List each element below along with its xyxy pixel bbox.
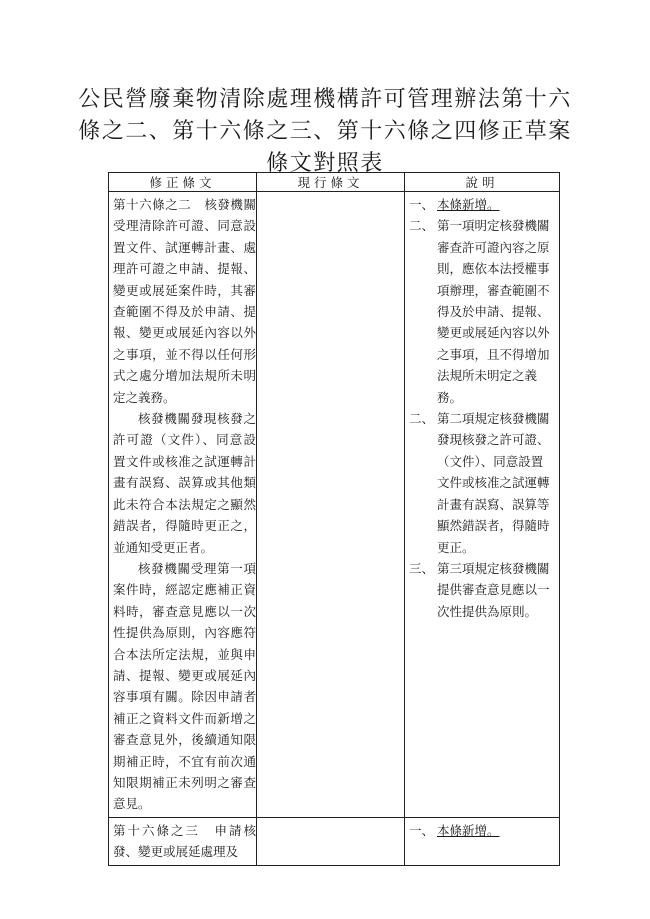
current-article-cell xyxy=(257,192,405,818)
amended-article-cell xyxy=(109,192,257,818)
explanation-text: 本條新增。 xyxy=(437,822,500,838)
article-16-2-paragraph-2: 核發機關發現核發之許可證（文件）、同意設置文件或核准之試運轉計畫有誤寫、誤算或其他類此未符合本法規定之顯然錯誤者，得隨時更正之，並通知受更正者。 xyxy=(113,411,256,555)
article-16-2-paragraph-1: 第十六條之二 核發機關受理清除許可證、同意設置文件、試運轉計畫、處理許可證之申請、提報、變更或展延案件時，其審查範圍不得及於申請、提報、變更或展延內容以外之事項，並不得以任何形式之處分增加法規所未明定之義務。 xyxy=(113,197,256,405)
header-amended-articles: 修正條文 xyxy=(109,173,257,192)
explanation-number: 一、 xyxy=(409,197,435,212)
comparison-table xyxy=(108,172,560,866)
document-title-line-2: 條之二、第十六條之三、第十六條之四修正草案 xyxy=(78,119,572,144)
explanation-number: 二、 xyxy=(409,411,435,427)
explanation-text: 第一項明定核發機關審查許可證內容之原則，應依本法授權事項辦理，審查範圍不得及於申請、提報、變更或展延內容以外之事項，且不得增加法規所未明定之義務。 xyxy=(437,218,550,405)
explanation-item xyxy=(409,215,559,408)
explanation-text: 第三項規定核發機關提供審查意見應以一次性提供為原則。 xyxy=(437,560,550,619)
explanation-item xyxy=(409,820,559,841)
explanation-number: 二、 xyxy=(409,218,435,234)
explanation-number: 一、 xyxy=(409,822,435,838)
article-16-3-paragraph-1: 第十六條之三 申請核發、變更或展延處理及 xyxy=(113,822,256,860)
document-title-line-3: 條文對照表 xyxy=(266,151,384,176)
explanation-number: 三、 xyxy=(409,560,435,576)
amended-article-cell xyxy=(109,817,257,865)
current-article-cell xyxy=(257,817,405,865)
explanation-item xyxy=(409,558,559,622)
explanation-cell xyxy=(405,817,560,865)
explanation-text: 第二項規定核發機關發現核發之許可證、（文件）、同意設置文件或核准之試運轉計畫有誤寫、誤算等顯然錯誤者，得隨時更正。 xyxy=(437,411,550,555)
header-explanation: 說明 xyxy=(405,173,560,192)
document-title-line-1: 公民營廢棄物清除處理機構許可管理辦法第十六 xyxy=(78,87,572,112)
explanation-item xyxy=(409,194,559,215)
table-header-row xyxy=(109,173,560,192)
header-current-articles: 現行條文 xyxy=(257,173,405,192)
explanation-item xyxy=(409,408,559,558)
table-row xyxy=(109,817,560,865)
article-16-2-paragraph-3: 核發機關受理第一項案件時，經認定應補正資料時，審查意見應以一次性提供為原則，內容應符合本法所定法規，並與申請、提報、變更或展延內容事項有關。除因申請者補正之資料文件而新增之審查意見外，後續通知限期補正時，不宜有前次通知限期補正未列明之審查意見。 xyxy=(113,560,256,812)
explanation-cell xyxy=(405,192,560,818)
explanation-text: 本條新增。 xyxy=(437,197,500,212)
table-row xyxy=(109,192,560,818)
